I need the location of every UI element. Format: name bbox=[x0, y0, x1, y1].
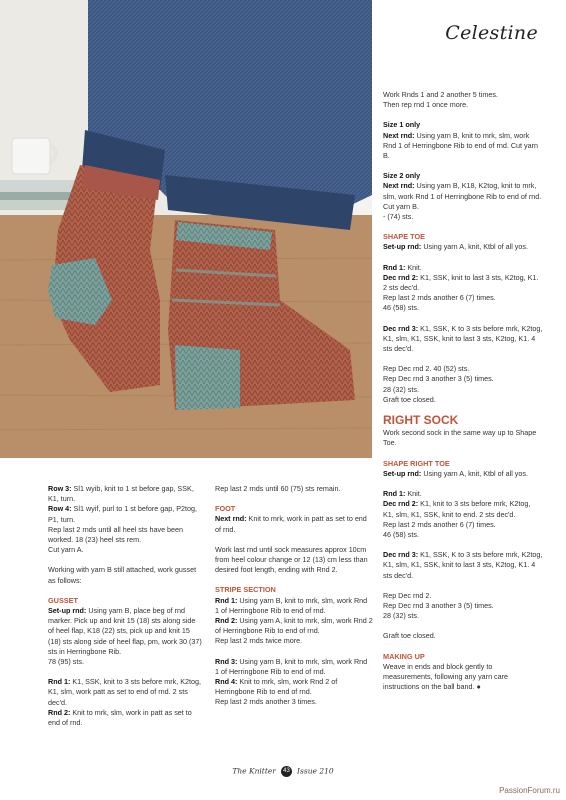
text: Knit. bbox=[405, 262, 422, 272]
row-label: Rnd 4: bbox=[215, 677, 238, 687]
text: Knit to mrk, slm, work in patt as set to end of rnd. bbox=[48, 707, 192, 728]
text: Using yarn B, knit to mrk, slm, work Rnd 1 of Herringbone Rib to end of rnd. Cut yarn B. bbox=[383, 130, 539, 161]
row-label: Dec rnd 2: bbox=[383, 272, 419, 282]
size-heading: Size 1 only bbox=[383, 120, 421, 130]
text: Sl1 wyib, knit to 1 st before gap, SSK, K1, turn. bbox=[48, 484, 194, 504]
row-label: Next rnd: bbox=[215, 514, 247, 524]
row-label: Rnd 1: bbox=[383, 262, 406, 272]
text: Rep last 2 rnds another 6 (7) times. bbox=[383, 519, 496, 529]
text: Using yarn B, place beg of rnd marker. Pick up and knit 15 (18) sts along side of heel flap, K18 (22) sts, pick up and knit 15 (18) sts along side of heel flap, pm, work 30 (37) sts in Herringbone Rib. bbox=[48, 606, 202, 656]
paragraph bbox=[383, 263, 543, 314]
section-heading: GUSSET bbox=[48, 595, 79, 605]
text: Rep last 2 rnds twice more. bbox=[215, 636, 303, 646]
paragraph: Work second sock in the same way up to Shape Toe. bbox=[383, 428, 537, 448]
text: K1, SSK, knit to 3 sts before mrk, K2tog, K1, slm, work patt as set to end of rnd. 2 sts dec'd. bbox=[48, 677, 201, 707]
text: 78 (95) sts. bbox=[48, 657, 84, 667]
left-column bbox=[48, 484, 203, 738]
text: Rep Dec rnd 3 another 3 (5) times. bbox=[383, 374, 494, 384]
section-heading: STRIPE SECTION bbox=[215, 585, 276, 595]
row-label: Set-up rnd: bbox=[48, 606, 87, 616]
text: Weave in ends and block gently to measurements, following any yarn care instructions on the ball band. bbox=[383, 661, 509, 692]
text: Graft toe closed. bbox=[383, 394, 436, 404]
text: Knit to mrk, work in patt as set to end of rnd. bbox=[215, 514, 367, 534]
paragraph: Work last rnd until sock measures approx 10cm from heel colour change or 12 (13) cm less than desired foot length, ending with Rnd 2. bbox=[215, 544, 368, 575]
paragraph bbox=[215, 514, 373, 534]
text: K1, SSK, knit to last 3 sts, K2tog, K1. 2 sts dec'd. bbox=[383, 272, 539, 293]
text: Then rep rnd 1 once more. bbox=[383, 100, 469, 110]
text: Rep Dec rnd 3 another 3 (5) times. bbox=[383, 600, 494, 610]
row-label: Row 4: bbox=[48, 504, 72, 514]
section-heading-large: RIGHT SOCK bbox=[383, 413, 459, 428]
row-label: Dec rnd 3: bbox=[383, 550, 419, 560]
row-label: Dec rnd 3: bbox=[383, 323, 419, 333]
end-mark-icon: ● bbox=[476, 682, 481, 692]
text: Using yarn B, knit to mrk, slm, work Rnd 1 of Herringbone Rib to end of rnd. bbox=[215, 595, 368, 615]
paragraph bbox=[383, 90, 543, 110]
paragraph bbox=[383, 364, 543, 405]
text: 28 (32) sts. bbox=[383, 611, 419, 621]
row-label: Rnd 1: bbox=[383, 489, 406, 499]
paragraph bbox=[383, 469, 543, 479]
text: Using yarn B, K18, K2tog, knit to mrk, slm, work Rnd 1 of Herringbone Rib to end of rnd. Cut yarn B. bbox=[383, 181, 542, 211]
text: K1, knit to 3 sts before mrk, K2tog, K1, slm, K1, SSK, knit to end. 2 sts dec'd. bbox=[383, 499, 531, 519]
text: Rep last 2 rnds another 3 times. bbox=[215, 697, 317, 707]
paragraph bbox=[48, 677, 203, 728]
section-heading: FOOT bbox=[215, 504, 236, 514]
row-label: Next rnd: bbox=[383, 181, 415, 191]
magazine-name: The Knitter bbox=[232, 766, 276, 776]
paragraph: Rep last 2 rnds until 60 (75) sts remain. bbox=[215, 484, 341, 493]
row-label: Rnd 1: bbox=[48, 677, 71, 687]
paragraph bbox=[383, 550, 543, 581]
size-heading: Size 2 only bbox=[383, 171, 421, 181]
section-heading: SHAPE RIGHT TOE bbox=[383, 458, 450, 468]
paragraph bbox=[48, 484, 203, 555]
text: 28 (32) sts. bbox=[383, 384, 419, 394]
section-heading: SHAPE TOE bbox=[383, 232, 426, 242]
text: Using yarn A, knit to mrk, slm, work Rnd 2 of Herringbone Rib to end of rnd. bbox=[215, 616, 373, 636]
text: K1, SSK, K to 3 sts before mrk, K2tog, K1, slm, K1, SSK, knit to last 3 sts, K2tog, K1. 4 sts dec'd. bbox=[383, 323, 543, 354]
paragraph bbox=[383, 120, 543, 161]
text: Cut yarn A. bbox=[48, 545, 84, 555]
pattern-title: Celestine bbox=[445, 22, 538, 44]
sock-photo bbox=[0, 0, 372, 458]
text: Rep Dec rnd 2. 40 (52) sts. bbox=[383, 364, 470, 374]
paragraph bbox=[383, 489, 543, 540]
text: Rep Dec rnd 2. bbox=[383, 590, 432, 600]
issue-number: Issue 210 bbox=[297, 766, 334, 776]
paragraph bbox=[383, 171, 543, 222]
paragraph bbox=[383, 591, 543, 622]
text: Sl1 wyif, purl to 1 st before gap, P2tog, P1, turn. bbox=[48, 504, 198, 524]
text: K1, SSK, K to 3 sts before mrk, K2tog, K1, slm, K1, SSK, knit to last 3 sts, K2tog, K1. 4 sts dec'd. bbox=[383, 550, 543, 580]
row-label: Rnd 1: bbox=[215, 595, 238, 605]
text: Using yarn B, knit to mrk, slm, work Rnd 1 of Herringbone Rib to end of rnd. bbox=[215, 656, 368, 676]
row-label: Rnd 2: bbox=[48, 707, 71, 717]
row-label: Rnd 3: bbox=[215, 656, 238, 666]
page-number: 43 bbox=[281, 766, 292, 777]
text: Using yarn A, knit, Ktbl of all yos. bbox=[421, 242, 528, 252]
paragraph bbox=[215, 596, 373, 647]
right-column bbox=[383, 90, 543, 702]
socks-illustration bbox=[0, 0, 372, 458]
text: 46 (58) sts. bbox=[383, 303, 419, 313]
text: Using yarn A, knit, Ktbl of all yos. bbox=[421, 468, 528, 478]
row-label: Next rnd: bbox=[383, 130, 415, 140]
paragraph bbox=[383, 662, 543, 693]
text: Knit. bbox=[405, 489, 422, 499]
text: - (74) sts. bbox=[383, 212, 414, 222]
paragraph bbox=[48, 606, 203, 667]
row-label: Set-up rnd: bbox=[383, 242, 422, 252]
text: 46 (58) sts. bbox=[383, 529, 419, 539]
text: Rep last 2 rnds until all heel sts have been worked. 18 (23) heel sts rem. bbox=[48, 524, 184, 545]
page-footer bbox=[0, 766, 566, 777]
row-label: Row 3: bbox=[48, 484, 72, 493]
paragraph: Working with yarn B still attached, work gusset as follows: bbox=[48, 565, 197, 585]
row-label: Set-up rnd: bbox=[383, 468, 422, 478]
text: Knit to mrk, slm, work Rnd 2 of Herringbone Rib to end of rnd. bbox=[215, 677, 338, 697]
paragraph bbox=[383, 242, 543, 252]
paragraph bbox=[383, 324, 543, 355]
row-label: Dec rnd 2: bbox=[383, 499, 419, 509]
text: Work Rnds 1 and 2 another 5 times. bbox=[383, 90, 498, 99]
text: Rep last 2 rnds another 6 (7) times. bbox=[383, 293, 496, 303]
row-label: Rnd 2: bbox=[215, 616, 238, 626]
section-heading: MAKING UP bbox=[383, 651, 425, 661]
middle-column bbox=[215, 484, 373, 718]
watermark: PassionForum.ru bbox=[499, 786, 560, 795]
paragraph bbox=[215, 657, 373, 708]
paragraph: Graft toe closed. bbox=[383, 631, 436, 641]
